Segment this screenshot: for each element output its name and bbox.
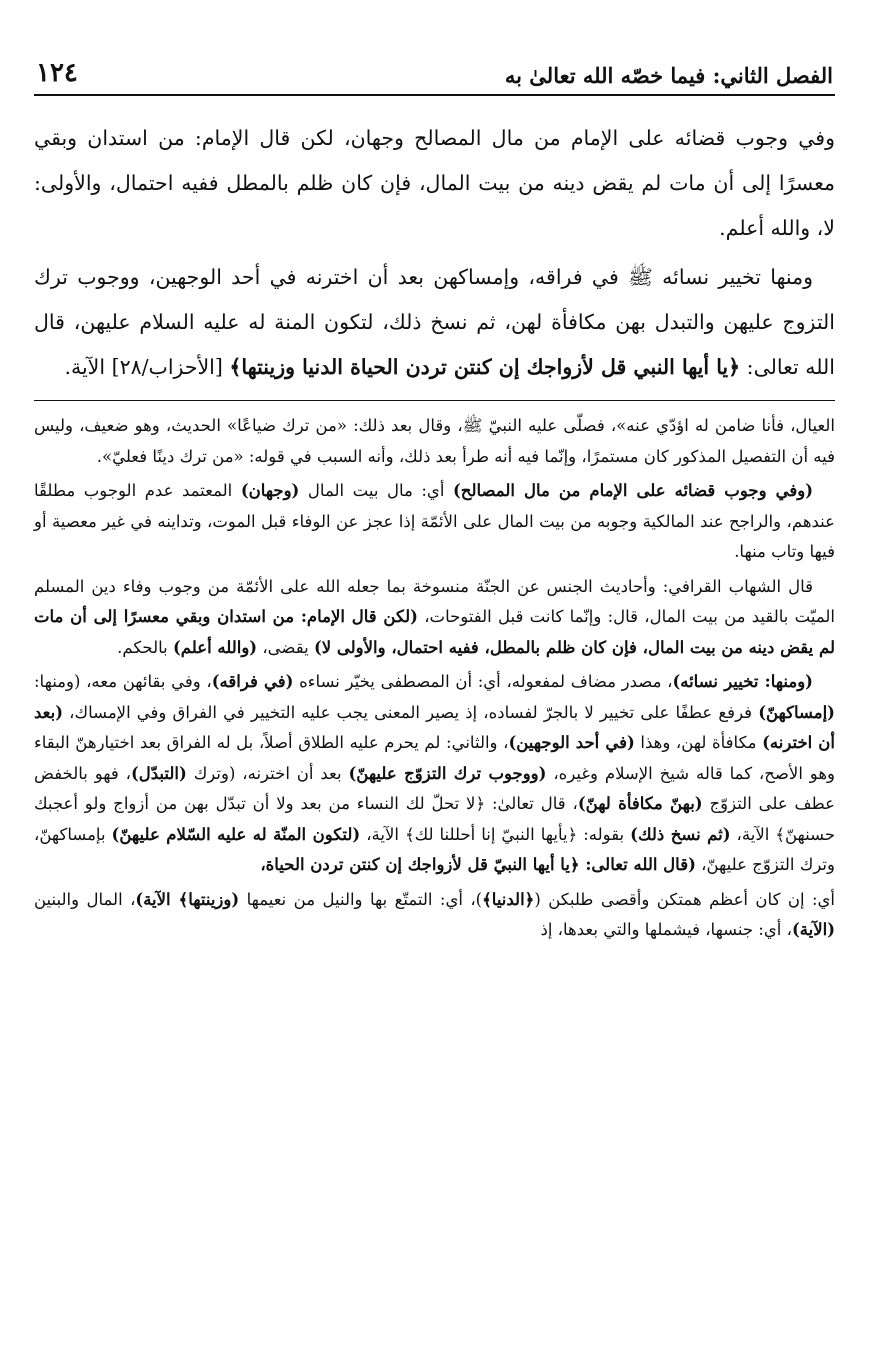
main-paragraph-2 [34, 255, 835, 390]
sharh-text: ، المال والبنين [34, 889, 136, 909]
sharh-text: بالحكم. [117, 637, 173, 657]
main-text [34, 96, 835, 390]
commentary-paragraph-4 [34, 667, 835, 881]
matn-quote: (لكن قال الإمام: من استدان وبقي معسرًا إلى أن مات لم يقض دينه من بيت المال، فإن كان ظلم بالمطل، ففيه احتمال، والأولى لا) [34, 607, 835, 657]
sharh-text: ، مصدر مضاف لمفعوله، أي: أن المصطفى يخيّر نساءه [293, 672, 673, 691]
sharh-text: ، وفي بقائهن معه، (ومنها: [34, 672, 212, 691]
sharh-text: أي: إن كان أعظم همتكن وأقصى طلبكن ( [534, 889, 836, 909]
matn-quote: (وزينتها﴾ الآية) [135, 889, 240, 909]
matn-quote: (بهنّ مكافأة لهنّ) [577, 794, 703, 813]
sharh-text: ، فهو بالخفض عطف على التزوّج [34, 763, 835, 813]
sharh-text: )، أي: التمتّع بها والنيل من نعيمها [239, 889, 483, 909]
matn-quote: (والله أعلم) [172, 637, 258, 657]
sharh-text: يقضى، [257, 637, 314, 657]
matn-quote: (في أحد الوجهين) [508, 733, 635, 752]
sharh-text: أي: مال بيت المال [299, 481, 453, 500]
matn-quote: (في فراقه) [211, 672, 294, 691]
matn-quote: (ووجوب ترك التزوّج عليهنّ) [348, 763, 547, 783]
sharh-text: ، أي: جنسها، فيشملها والتي بعدها، إذ [540, 920, 792, 939]
matn-quote: (بعد أن اخترنه) [34, 702, 836, 752]
running-title: الفصل الثاني: فيما خصّه الله تعالىٰ به [504, 63, 833, 88]
matn-quote: (قال الله تعالى: ﴿يا أيها النبيّ قل لأزواجك إن كنتن تردن الحياة، [260, 855, 696, 874]
matn-quote: (وفي وجوب قضائه على الإمام من مال المصالح) [452, 481, 814, 500]
matn-quote: ﴿الدنيا﴾ [482, 889, 535, 909]
matn-quote: (إمساكهنّ) [758, 702, 835, 722]
page-number: ١٢٤ [36, 58, 78, 88]
quote-reference: [الأحزاب/٢٨] الآية. [64, 355, 230, 379]
commentary-paragraph-1: العيال، فأنا ضامن له اؤدّي عنه»، فصلّى عليه النبيّ ﷺ، وقال بعد ذلك: «من ترك ضياعًا» الحديث، وهو ضعيف، وليس فيه أن التفصيل المذكور كان مستمرًا، وإنّما فيه أنه طرأ بعد ذلك، وأنه السبب في قوله: «من ترك دينًا فعليّ». [34, 416, 835, 466]
commentary-text [34, 401, 835, 946]
sharh-text: بقوله: ﴿يأيها النبيّ إنا أحللنا لك﴾ الآية، [360, 824, 631, 844]
matn-quote: (التبدّل) [130, 763, 187, 783]
matn-quote: (لتكون المنّة له عليه السّلام عليهنّ) [111, 824, 361, 844]
sharh-text: بإمساكهنّ، وترك التزوّج عليهنّ، [34, 824, 835, 874]
quran-quote: ﴿يا أيها النبي قل لأزواجك إن كنتن تردن الحياة الدنيا وزينتها﴾ [229, 355, 741, 379]
commentary-paragraph-3 [34, 572, 835, 664]
sharh-text: ، والثاني: لم يحرم عليه الطلاق أصلاً، بل له الفراق بعد اختيارهنّ البقاء وهو الأصح، كما قاله شيخ الإسلام وغيره، [34, 733, 835, 783]
sharh-text: بعد أن اخترنه، (وترك [186, 763, 349, 783]
sharh-text: ، قال تعالىٰ: ﴿لا تحلّ لك النساء من بعد ولا أن تبدّل بهن من أزواج ولو أعجبك حسنهنّ﴾ الآية، [34, 794, 836, 844]
page-header [34, 44, 835, 86]
matn-quote: (وجهان) [240, 481, 300, 500]
matn-quote: (ثم نسخ ذلك) [630, 824, 731, 844]
main-paragraph-2-text: ومنها تخيير نسائه ﷺ في فراقه، وإمساكهن بعد أن اخترنه في أحد الوجهين، ووجوب ترك التزوج عليهن والتبدل بهن مكافأة لهن، ثم نسخ ذلك، لتكون المنة له عليه السلام عليهن، قال الله تعالى: [34, 265, 835, 379]
sharh-text: المعتمد عدم الوجوب مطلقًا عندهم، والراجح عند المالكية وجوبه من بيت المال على الأئمّة إذا عجز عن الوفاء قبل الموت، وتداينه في غير معصية أو فيها وتاب منها. [34, 481, 835, 561]
commentary-paragraph-2 [34, 476, 835, 568]
matn-quote: (ومنها: تخيير نسائه) [672, 672, 813, 691]
sharh-text: فرفع عطفًا على تخيير لا بالجرّ لفساده، إذ يصير المعنى يجب عليه التخيير في الفراق وفي الإمساك، [63, 702, 759, 722]
main-paragraph-1: وفي وجوب قضائه على الإمام من مال المصالح وجهان، لكن قال الإمام: من استدان وبقي معسرًا إلى أن مات لم يقض دينه من بيت المال، فإن كان ظلم بالمطل ففيه احتمال، والأولى: لا، والله أعلم. [34, 126, 836, 240]
sharh-text: مكافأة لهن، وهذا [634, 733, 763, 752]
commentary-paragraph-5 [34, 885, 835, 946]
sharh-text: قال الشهاب القرافي: وأحاديث الجنس عن الجنّة منسوخة بما جعله الله على الأئمّة من وجوب وفاء دين المسلم الميّت بالقيد من بيت المال، قال: وإنّما كانت قبل الفتوحات، [34, 576, 835, 626]
matn-quote: (الآية) [791, 920, 835, 939]
